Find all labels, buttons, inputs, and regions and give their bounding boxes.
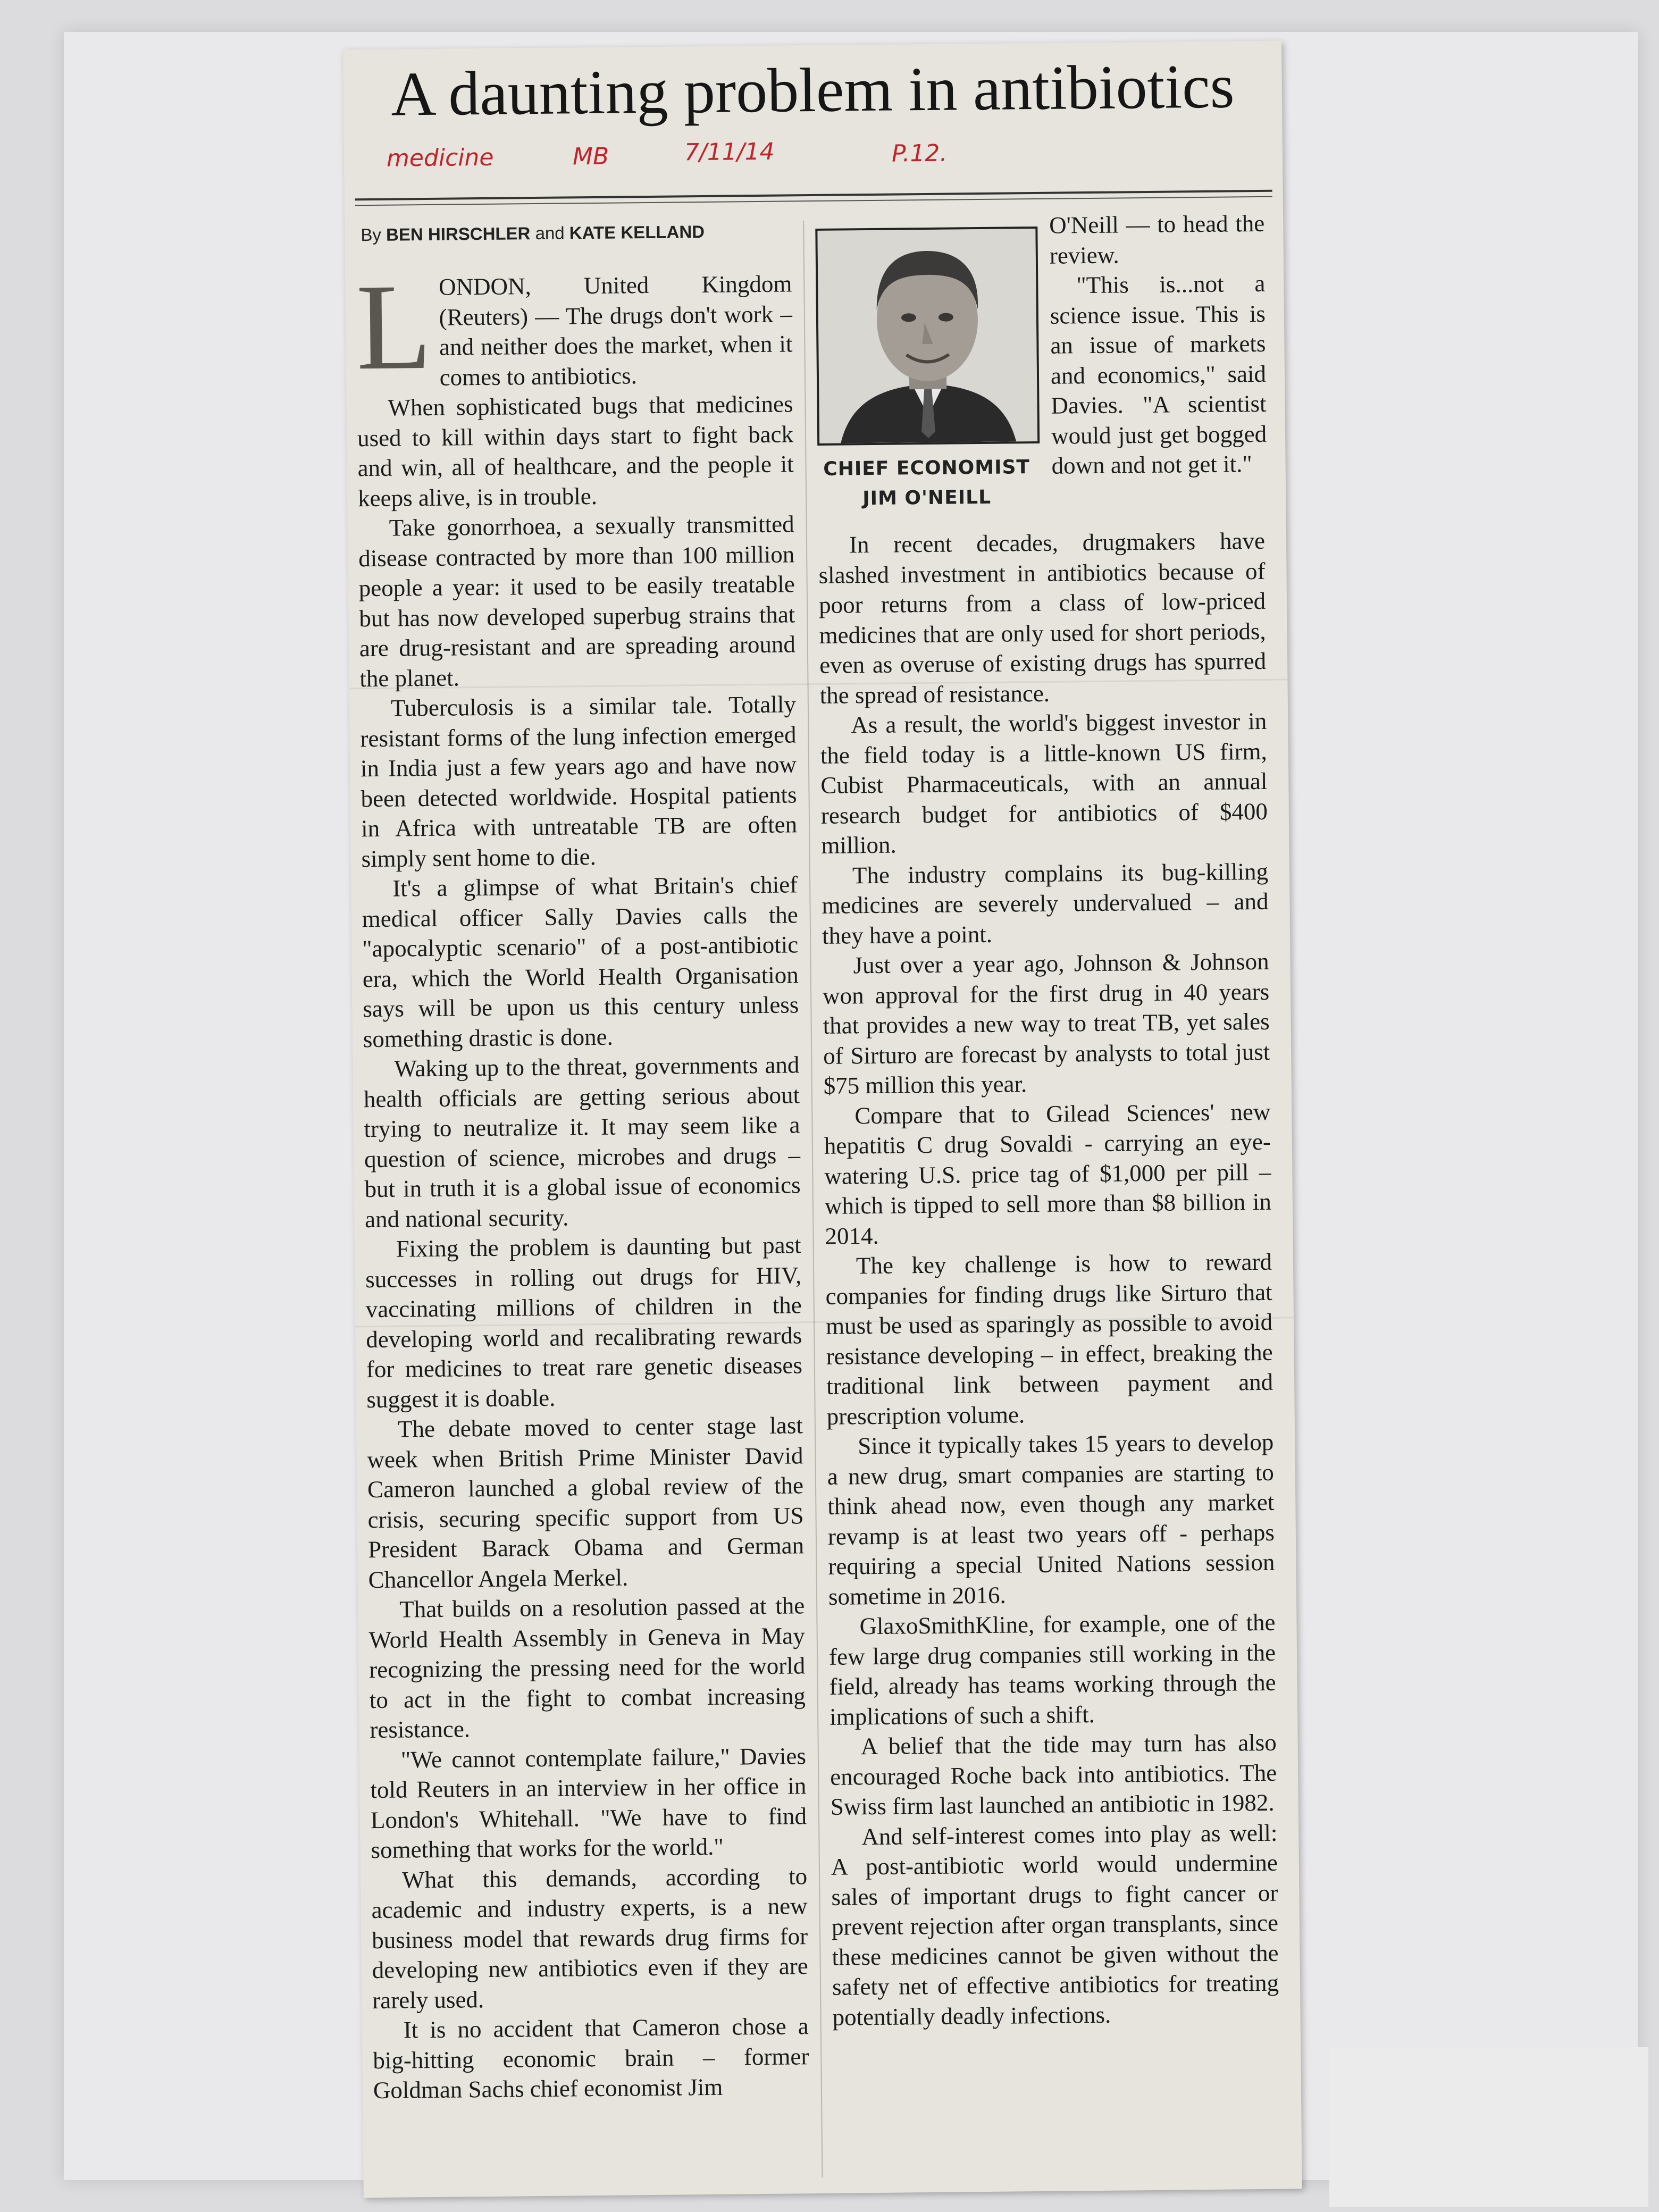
annotation-page: P.12.	[891, 139, 948, 167]
paragraph: The debate moved to center stage last week when British Prime Minister David Cameron launched a global review of the crisis, securing specific support from US President Barack Obama and German Chancellor Angela Merkel.	[367, 1412, 805, 1593]
paragraph: And self-interest comes into play as well: A post-antibiotic world would undermine sales of important drugs to fight cancer or prevent rejection after organ transplants, since these medicines cannot be given without the safety net of effective antibiotics for treating potentially deadly infections.	[831, 1819, 1279, 2031]
handwritten-annotations	[344, 126, 1283, 199]
paragraph: The key challenge is how to reward companies for finding drugs like Sirturo that must be used as sparingly as possible to avoid resistance developing – in effect, breaking the traditional link between payment and prescription volume.	[825, 1248, 1273, 1430]
paragraph: When sophisticated bugs that medicines used to kill within days start to fight back and win, all of healthcare, and the people it keeps alive, is in trouble.	[357, 390, 794, 512]
paragraph: Since it typically takes 15 years to develop a new drug, smart companies are starting to think ahead now, even though any market revamp is at least two years off - perhaps requiring a special United Nations session sometime in 2016.	[827, 1428, 1275, 1610]
paragraph: The industry complains its bug-killing medicines are severely undervalued – and they have a point.	[822, 858, 1269, 949]
paragraph: Fixing the problem is daunting but past successes in rolling out drugs for HIV, vaccinating millions of children in the developing world and recalibrating rewards for medicines to treat rare genetic diseases suggest it is doable.	[365, 1231, 803, 1413]
article-column-2	[818, 526, 1279, 2032]
portrait-photo	[815, 227, 1040, 446]
background-paper-corner	[1329, 2047, 1648, 2207]
byline-author: BEN HIRSCHLER	[386, 223, 531, 245]
caption-line: CHIEF ECONOMIST	[823, 456, 1030, 480]
photo-caption	[815, 453, 1038, 514]
paragraph: What this demands, according to academic and industry experts, is a new business model that rewards drug firms for developing new antibiotics even if they are rarely used.	[371, 1862, 808, 2014]
paragraph	[355, 258, 793, 396]
drop-cap: L	[355, 258, 433, 396]
paragraph: Compare that to Gilead Sciences' new hepatitis C drug Sovaldi - carrying an eye-watering U.S. price tag of $1,000 per pill – which is tipped to sell more than $8 billion in 2014.	[824, 1098, 1272, 1250]
article-column-2-top	[1049, 208, 1267, 481]
paragraph: As a result, the world's biggest investor in the field today is a little-known US firm, Cubist Pharmaceuticals, with an annual research budget for antibiotics of $400 million.	[820, 707, 1268, 859]
annotation-note: MB	[572, 143, 609, 171]
paragraph: It is no accident that Cameron chose a big-hitting economic brain – former Goldman Sachs chief economist Jim	[373, 2013, 809, 2104]
byline	[361, 221, 797, 245]
paragraph: A belief that the tide may turn has also encouraged Roche back into antibiotics. The Swiss firm last launched an antibiotic in 1982.	[830, 1729, 1277, 1820]
caption-line: JIM O'NEILL	[862, 486, 992, 510]
paragraph: Waking up to the threat, governments and health officials are getting serious about trying to neutralize it. It may seem like a question of science, microbes and drugs – but in truth it is a global issue of economics and national security.	[363, 1051, 801, 1233]
paragraph: Take gonorrhoea, a sexually transmitted disease contracted by more than 100 million people a year: it used to be easily treatable but has now developed superbug strains that are drug-resistant and are spreading around the planet.	[358, 510, 796, 692]
byline-and: and	[535, 223, 565, 244]
annotation-date: 7/11/14	[684, 138, 775, 166]
newspaper-clipping	[343, 41, 1302, 2198]
paragraph: That builds on a resolution passed at the World Health Assembly in Geneva in May recognizing the pressing need for the world to act in the fight to combat increasing resistance.	[368, 1592, 806, 1744]
paragraph: GlaxoSmithKline, for example, one of the few large drug companies still working in the field, already has teams working through the implications of such a shift.	[828, 1608, 1276, 1730]
paragraph: Just over a year ago, Johnson & Johnson won approval for the first drug in 40 years that provides a new way to treat TB, yet sales of Sirturo are forecast by analysts to total just $75 million this year.	[822, 948, 1270, 1099]
headline: A daunting problem in antibiotics	[390, 51, 1235, 129]
byline-author: KATE KELLAND	[569, 221, 705, 243]
paragraph: Tuberculosis is a similar tale. Totally resistant forms of the lung infection emerged in India just a few years ago and have now been detected worldwide. Hospital patients in Africa with untreatable TB are often simply sent home to die.	[360, 691, 798, 872]
paragraph-text: ONDON, United Kingdom (Reuters) — The drugs don't work – and neither does the market, when it comes to antibiotics.	[438, 270, 793, 391]
paragraph: "We cannot contemplate failure," Davies told Reuters in an interview in her office in London's Whitehall. "We have to find something that works for the world."	[370, 1742, 807, 1864]
paragraph: O'Neill — to head the review.	[1049, 210, 1265, 269]
paragraph: In recent decades, drugmakers have slashed investment in antibiotics because of poor returns from a class of low-priced medicines that are only used for short periods, even as overuse of existing drugs has spurred the spread of resistance.	[818, 527, 1267, 709]
article-column-1	[355, 258, 809, 2105]
paragraph: "This is...not a science issue. This is an issue of markets and economics," said Davies. "A scientist would just get bogged down and not get it."	[1050, 270, 1267, 479]
byline-prefix: By	[361, 224, 382, 245]
portrait-image	[817, 229, 1037, 443]
paragraph: It's a glimpse of what Britain's chief medical officer Sally Davies calls the "apocalyptic scenario" of a post-antibiotic era, which the World Health Organisation says will be upon us this century unless something drastic is done.	[362, 871, 799, 1052]
annotation-note: medicine	[386, 144, 494, 172]
